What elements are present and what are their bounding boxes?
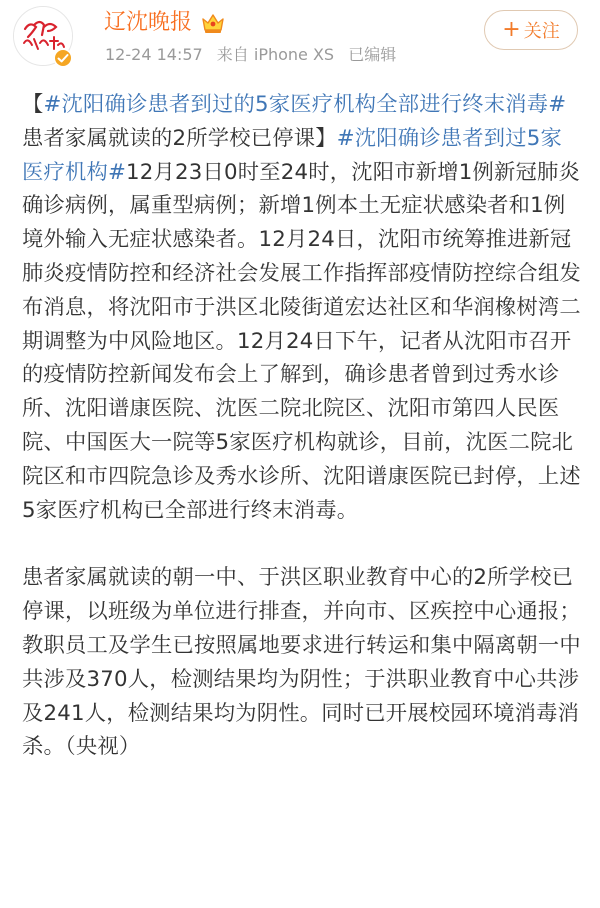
post-paragraph-1-body: 12月23日0时至24时，沈阳市新增1例新冠肺炎确诊病例，属重型病例；新增1例本土无症状感染者和1例境外输入无症状感染者。12月24日，沈阳市统筹推进新冠肺炎疫情防控和经济社会发展工作指挥部疫情防控综合组发布消息，将沈阳市于洪区北陵街道宏达社区和华润橡树湾二期调整为中风险地区。12月24日下午，记者从沈阳市召开的疫情防控新闻发布会上了解到，确诊患者曾到过秀水诊所、沈阳谱康医院、沈医二院北院区、沈阳市第四人民医院、中国医大一院等5家医疗机构就诊，目前，沈医二院北院区和市四院急诊及秀水诊所、沈阳谱康医院已封停，上述5家医疗机构已全部进行终末消毒。 [22, 159, 581, 523]
plus-icon: + [502, 17, 521, 42]
follow-button[interactable] [484, 10, 578, 50]
author-name[interactable]: 辽沈晚报 [104, 10, 193, 35]
post-title-text: 患者家属就读的2所学校已停课】 [22, 125, 337, 151]
post-paragraph-1 [22, 88, 582, 527]
verified-badge-icon [53, 48, 73, 68]
crown-icon[interactable] [200, 11, 226, 35]
edited-label[interactable]: 已编辑 [348, 45, 397, 64]
hashtag-link-1[interactable]: #沈阳确诊患者到过的5家医疗机构全部进行终末消毒# [43, 92, 567, 117]
author-row [104, 8, 226, 38]
post-body [22, 88, 582, 764]
post-timestamp: 12-24 14:57 [105, 45, 203, 64]
follow-label: 关注 [523, 21, 560, 42]
avatar-container[interactable] [13, 6, 73, 66]
post-paragraph-2: 患者家属就读的朝一中、于洪区职业教育中心的2所学校已停课，以班级为单位进行排查，并向市、区疾控中心通报；教职员工及学生已按照属地要求进行转运和集中隔离朝一中共涉及370人，检测结果均为阴性；于洪职业教育中心共涉及241人，检测结果均为阴性。同时已开展校园环境消毒消杀。（央视） [22, 565, 581, 760]
post-source: 来自 iPhone XS [216, 45, 335, 64]
post-meta [105, 44, 405, 66]
title-bracket-open: 【 [22, 92, 44, 117]
hashtag-link-2[interactable]: #沈阳确诊患者到过5家医疗机构# [22, 125, 562, 185]
post-header [0, 0, 600, 78]
